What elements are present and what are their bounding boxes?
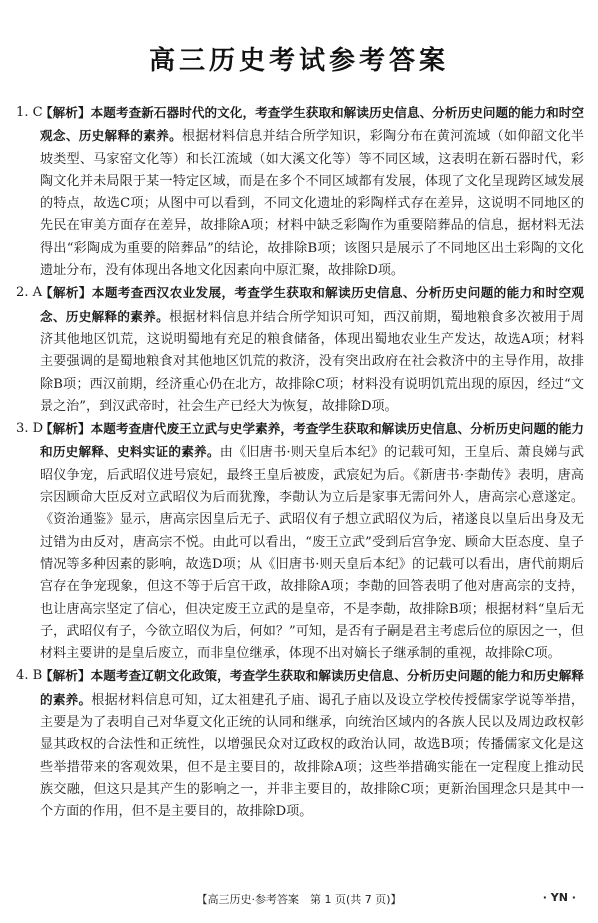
analysis-lead: 本题考查西汉农业发展，考查学生获取和解读历史信息、分析历史问题的能力和时空观念、历史解释的素养。: [40, 285, 585, 324]
page-title: 高三历史考试参考答案: [148, 46, 449, 76]
answer-list: [16, 102, 584, 824]
answer-number: 4. B: [16, 668, 43, 684]
analysis-tag: 【解析】: [40, 285, 92, 301]
page-footer: [0, 889, 598, 909]
analysis-body: 根据材料信息并结合所学知识，彩陶分布在黄河流域（如仰韶文化半坡类型、马家窑文化等）和长江流域（如大溪文化等）等不同区域，这表明在新石器时代，彩陶文化并未局限于某一特定区域，而是在多个不同区域都有发展，体现了文化呈现跨区域发展的特点，故选C项；从图中可以看到，不同文化遗址的彩陶样式存在差异，这说明不同地区的先民在审美方面存在差异，故排除A项；材料中缺乏彩陶作为重要陪葬品的信息，据材料无法得出“彩陶成为重要的陪葬品”的结论，故排除B项；该图只是展示了不同地区出土彩陶的文化遗址分布，没有体现出各地文化因素向中原汇聚，故排除D项。: [40, 129, 585, 279]
analysis-lead: 本题考查辽朝文化政策，考查学生获取和解读历史信息、分析历史问题的能力和历史解释的素养。: [40, 668, 585, 707]
analysis-body: 根据材料信息可知，辽太祖建孔子庙、谒孔子庙以及设立学校传授儒家学说等举措，主要是为了表明自己对华夏文化正统的认同和继承，向统治区域内的各族人民以及周边政权彰显其政权的合法性和正统性，以增强民众对辽政权的政治认同，故选B项；传播儒家文化是这些举措带来的客观效果，但不是主要目的，故排除A项；这些举措确实能在一定程度上推动民族交融，但这只是其产生的影响之一，并非主要目的，故排除C项；更新治国理念只是其中一个方面的作用，但不是主要目的，故排除D项。: [40, 692, 585, 820]
footer-page-info: 【高三历史·参考答案 第 1 页(共 7 页)】: [196, 893, 402, 906]
analysis-body: 根据材料信息并结合所学知识可知，西汉前期，蜀地粮食多次被用于周济其他地区饥荒，这说明蜀地有充足的粮食储备，体现出蜀地农业生产发达，故选A项；材料主要强调的是蜀地粮食对其他地区饥荒的救济，没有突出政府在社会救济中的主导作用，故排除B项；西汉前期，经济重心仍在北方，故排除C项；材料没有说明饥荒出现的原因，经过“文景之治”，到汉武帝时，社会生产已经大为恢复，故排除D项。: [40, 309, 585, 414]
analysis-tag: 【解析】: [40, 668, 91, 684]
answer-number: 2. A: [16, 285, 43, 301]
answer-item-2: [16, 282, 584, 418]
answer-item-3: [16, 418, 584, 665]
answer-item-4: [16, 665, 584, 823]
analysis-lead: 本题考查新石器时代的文化，考查学生获取和解读历史信息、分析历史问题的能力和时空观念、历史解释的素养。: [40, 105, 585, 144]
answer-item-1: [16, 102, 584, 282]
answer-number: 1. C: [16, 105, 43, 120]
analysis-tag: 【解析】: [40, 421, 91, 437]
analysis-tag: 【解析】: [40, 105, 91, 120]
footer-region-code: · YN ·: [542, 891, 576, 904]
analysis-lead: 本题考查唐代废王立武与史学素养，考查学生获取和解读历史信息、分析历史问题的能力和历史解释、史料实证的素养。: [40, 421, 585, 460]
answer-number: 3. D: [16, 421, 44, 437]
analysis-body: 由《旧唐书·则天皇后本纪》的记载可知，王皇后、萧良娣与武昭仪争宠，后武昭仪进号宸妃，最终王皇后被废，武宸妃为后。《新唐书·李勣传》表明，唐高宗因顾命大臣反对立武昭仪为后而犹豫，李勣认为立后是家事无需问外人，唐高宗心意遂定。《资治通鉴》显示，唐高宗因皇后无子、武昭仪有子想立武昭仪为后，褚遂良以皇后出身及无过错为由反对，唐高宗不悦。由此可以看出，“废王立武”受到后宫争宠、顾命大臣态度、皇子情况等多种因素的影响，故选D项；从《旧唐书·则天皇后本纪》的记载可以看出，唐代前期后宫存在争宠现象，但这不等于后宫干政，故排除A项；李勣的回答表明了他对唐高宗的支持，也让唐高宗坚定了信心，但决定废王立武的是皇帝，不是李勣，故排除B项；根据材料“皇后无子，武昭仪有子，今欲立昭仪为后，何如？”可知，是否有子嗣是君主考虑后位的原因之一，但材料主要讲的是皇后废立，而非皇位继承，体现不出对嫡长子继承制的重视，故排除C项。: [40, 445, 585, 662]
